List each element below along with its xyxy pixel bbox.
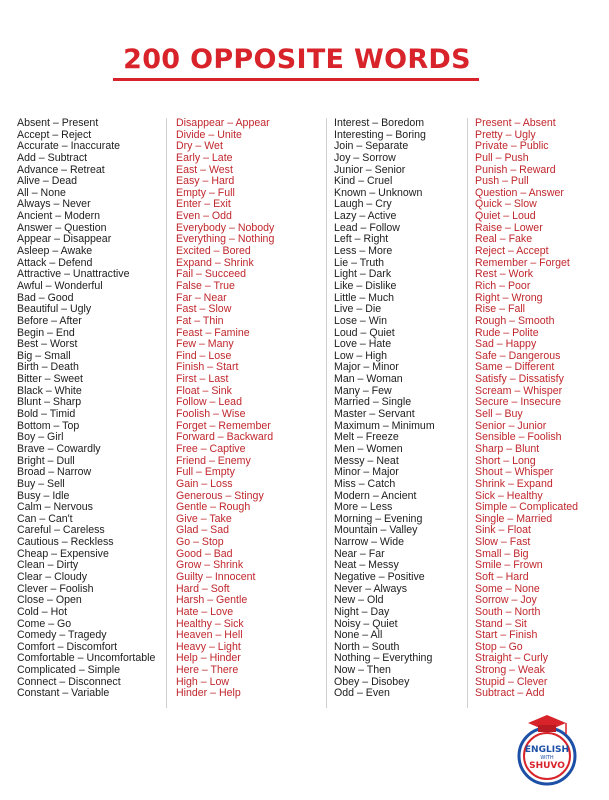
- word-pair: Melt – Freeze: [334, 431, 399, 444]
- word-pair: Feast – Famine: [176, 326, 250, 339]
- word-pair: Lead – Follow: [334, 221, 400, 234]
- word-pair: Advance – Retreat: [17, 163, 105, 176]
- word-pair: Rough – Smooth: [475, 314, 555, 327]
- word-pair: Little – Much: [334, 291, 395, 304]
- word-pair: Loud – Quiet: [334, 326, 395, 339]
- column-divider: [467, 118, 468, 708]
- word-pair: Close – Open: [17, 594, 82, 607]
- word-pair: Kind – Cruel: [334, 175, 393, 188]
- word-pair: Interest – Boredom: [334, 117, 425, 129]
- word-pair: Always – Never: [17, 198, 91, 211]
- word-pair: Full – Empty: [176, 466, 235, 479]
- word-pair: Fat – Thin: [176, 314, 224, 327]
- word-pair: Connect – Disconnect: [17, 675, 121, 688]
- word-pair: Some – None: [475, 582, 540, 595]
- word-pair: Quick – Slow: [475, 198, 537, 211]
- word-pair: Near – Far: [334, 547, 385, 560]
- word-pair: Obey – Disobey: [334, 675, 410, 688]
- word-pair: Easy – Hard: [176, 175, 235, 188]
- word-pair: Everything – Nothing: [176, 233, 275, 246]
- word-pair: Senior – Junior: [475, 419, 547, 432]
- word-pair: Accurate – Inaccurate: [17, 140, 121, 153]
- word-pair: Add – Subtract: [17, 151, 88, 164]
- word-pair: Satisfy – Dissatisfy: [475, 373, 564, 386]
- word-pair: Attractive – Unattractive: [17, 268, 130, 281]
- word-pair: Present – Absent: [475, 117, 556, 129]
- word-pair: Narrow – Wide: [334, 536, 405, 549]
- word-pair: Sell – Buy: [475, 408, 523, 421]
- word-pair: Cold – Hot: [17, 605, 68, 618]
- word-pair: Noisy – Quiet: [334, 617, 398, 630]
- word-pair: Night – Day: [334, 605, 390, 618]
- word-pair: South – North: [475, 605, 541, 618]
- word-pair: Sorrow – Joy: [475, 594, 537, 607]
- word-pair: More – Less: [334, 501, 393, 514]
- word-pair: All – None: [17, 186, 66, 199]
- word-pair: Comedy – Tragedy: [17, 629, 107, 642]
- word-pair: Miss – Catch: [334, 477, 396, 490]
- word-pair: Come – Go: [17, 617, 72, 630]
- word-pair: Busy – Idle: [17, 489, 70, 502]
- word-pair: Smile – Frown: [475, 559, 543, 572]
- word-pair: Many – Few: [334, 384, 392, 397]
- word-pair: Stand – Sit: [475, 617, 527, 630]
- word-pair: Careful – Careless: [17, 524, 105, 537]
- word-pair: Secure – Insecure: [475, 396, 561, 409]
- word-pair: Even – Odd: [176, 210, 232, 223]
- word-pair: Black – White: [17, 384, 82, 397]
- word-pair: Help – Hinder: [176, 652, 241, 665]
- word-pair: Punish – Reward: [475, 163, 556, 176]
- word-pair: Strong – Weak: [475, 664, 545, 677]
- word-pair: Single – Married: [475, 512, 553, 525]
- word-pair: Few – Many: [176, 338, 234, 351]
- word-pair: Hard – Soft: [176, 582, 230, 595]
- word-pair: Here – There: [176, 664, 239, 677]
- word-pair: Stop – Go: [475, 640, 523, 653]
- word-pair: Give – Take: [176, 512, 232, 525]
- word-pair: Guilty – Innocent: [176, 570, 256, 583]
- word-pair: Raise – Lower: [475, 221, 543, 234]
- word-pair: Glad – Sad: [176, 524, 230, 537]
- word-pair: Less – More: [334, 245, 393, 258]
- logo-line-1: ENGLISH: [524, 745, 570, 755]
- word-pair: Grow – Shrink: [176, 559, 244, 572]
- word-pair: Remember – Forget: [475, 256, 570, 269]
- word-pair: Rest – Work: [475, 268, 534, 281]
- word-pair: Absent – Present: [17, 117, 99, 129]
- word-pair: Bottom – Top: [17, 419, 80, 432]
- word-pair: Man – Woman: [334, 373, 403, 386]
- word-pair: Gain – Loss: [176, 477, 233, 490]
- word-pair: Sharp – Blunt: [475, 442, 540, 455]
- word-pair: Forget – Remember: [176, 419, 271, 432]
- word-pair: New – Old: [334, 594, 384, 607]
- word-pair: Private – Public: [475, 140, 549, 153]
- word-pair: Gentle – Rough: [176, 501, 251, 514]
- word-pair: Hate – Love: [176, 605, 234, 618]
- word-pair: Harsh – Gentle: [176, 594, 248, 607]
- word-pair: Rise – Fall: [475, 303, 526, 316]
- word-pair: Excited – Bored: [176, 245, 251, 258]
- word-pair: Push – Pull: [475, 175, 529, 188]
- word-pair: Master – Servant: [334, 408, 415, 421]
- word-pair: Modern – Ancient: [334, 489, 417, 502]
- word-pair: Far – Near: [176, 291, 227, 304]
- word-pair: Empty – Full: [176, 186, 235, 199]
- word-pair: Generous – Stingy: [176, 489, 264, 502]
- word-pair: Calm – Nervous: [17, 501, 93, 514]
- word-pair: Before – After: [17, 314, 82, 327]
- word-pair: Odd – Even: [334, 687, 390, 700]
- word-pair: Bitter – Sweet: [17, 373, 83, 386]
- word-pair: Healthy – Sick: [176, 617, 244, 630]
- word-pair: Same – Different: [475, 361, 555, 374]
- word-pair: Right – Wrong: [475, 291, 543, 304]
- word-pair: Light – Dark: [334, 268, 392, 281]
- word-pair: Clean – Dirty: [17, 559, 79, 572]
- word-pair: Lose – Win: [334, 314, 387, 327]
- word-pair: Maximum – Minimum: [334, 419, 435, 432]
- word-pair: Buy – Sell: [17, 477, 65, 490]
- word-pair: Slow – Fast: [475, 536, 531, 549]
- column-divider: [166, 118, 167, 708]
- word-pair: Safe – Dangerous: [475, 349, 561, 362]
- word-pair: Small – Big: [475, 547, 529, 560]
- word-pair: Reject – Accept: [475, 245, 549, 258]
- word-column-4: [475, 118, 578, 700]
- word-pair: Bold – Timid: [17, 408, 76, 421]
- word-pair: False – True: [176, 279, 235, 292]
- word-pair: Attack – Defend: [17, 256, 93, 269]
- word-pair: Now – Then: [334, 664, 391, 677]
- word-pair: Bright – Dull: [17, 454, 75, 467]
- word-pair: Complicated – Simple: [17, 664, 121, 677]
- word-pair: Sick – Healthy: [475, 489, 543, 502]
- word-pair: Dry – Wet: [176, 140, 223, 153]
- word-pair: Joy – Sorrow: [334, 151, 396, 164]
- word-pair: Major – Minor: [334, 361, 399, 374]
- word-pair: Sink – Float: [475, 524, 531, 537]
- word-pair: Stupid – Clever: [475, 675, 548, 688]
- word-pair: Question – Answer: [475, 186, 564, 199]
- word-pair: Foolish – Wise: [176, 408, 246, 421]
- word-pair: Quiet – Loud: [475, 210, 536, 223]
- word-pair: Nothing – Everything: [334, 652, 433, 665]
- word-pair: Best – Worst: [17, 338, 78, 351]
- word-pair: Fail – Succeed: [176, 268, 247, 281]
- word-pair: Men – Women: [334, 442, 403, 455]
- word-pair: Known – Unknown: [334, 186, 423, 199]
- word-pair: Junior – Senior: [334, 163, 406, 176]
- word-pair: Good – Bad: [176, 547, 233, 560]
- english-with-shuvo-logo: [516, 712, 578, 788]
- word-pair: Enter – Exit: [176, 198, 231, 211]
- word-pair: Pretty – Ugly: [475, 128, 536, 141]
- word-pair: Heavy – Light: [176, 640, 241, 653]
- word-pair: Clear – Cloudy: [17, 570, 88, 583]
- word-pair: Cautious – Reckless: [17, 536, 114, 549]
- page-title: 200 OPPOSITE WORDS: [123, 44, 471, 75]
- word-pair: Expand – Shrink: [176, 256, 254, 269]
- word-pair: Laugh – Cry: [334, 198, 392, 211]
- word-pair: Morning – Evening: [334, 512, 423, 525]
- word-pair: Shrink – Expand: [475, 477, 553, 490]
- word-pair: Begin – End: [17, 326, 75, 339]
- word-pair: Live – Die: [334, 303, 382, 316]
- word-pair: Low – High: [334, 349, 387, 362]
- word-column-2: [176, 118, 274, 700]
- word-pair: Birth – Death: [17, 361, 79, 374]
- word-pair: Float – Sink: [176, 384, 232, 397]
- word-pair: Scream – Whisper: [475, 384, 563, 397]
- word-pair: Neat – Messy: [334, 559, 399, 572]
- word-pair: Friend – Enemy: [176, 454, 251, 467]
- word-pair: Go – Stop: [176, 536, 224, 549]
- word-pair: North – South: [334, 640, 400, 653]
- word-pair: Answer – Question: [17, 221, 107, 234]
- word-pair: Sad – Happy: [475, 338, 537, 351]
- word-pair: Early – Late: [176, 151, 233, 164]
- word-pair: Soft – Hard: [475, 570, 529, 583]
- word-pair: High – Low: [176, 675, 229, 688]
- word-pair: Join – Separate: [334, 140, 409, 153]
- word-pair: Pull – Push: [475, 151, 529, 164]
- word-pair: Find – Lose: [176, 349, 232, 362]
- word-column-3: [334, 118, 435, 700]
- word-pair: Messy – Neat: [334, 454, 399, 467]
- word-pair: Boy – Girl: [17, 431, 64, 444]
- word-pair: Ancient – Modern: [17, 210, 101, 223]
- word-pair: Alive – Dead: [17, 175, 78, 188]
- word-pair: Sensible – Foolish: [475, 431, 562, 444]
- word-pair: Mountain – Valley: [334, 524, 418, 537]
- word-pair: Follow – Lead: [176, 396, 242, 409]
- word-pair: Asleep – Awake: [17, 245, 93, 258]
- word-pair: Divide – Unite: [176, 128, 242, 141]
- word-pair: Finish – Start: [176, 361, 239, 374]
- word-pair: Rude – Polite: [475, 326, 539, 339]
- word-pair: Minor – Major: [334, 466, 399, 479]
- word-pair: Lazy – Active: [334, 210, 397, 223]
- word-pair: Appear – Disappear: [17, 233, 112, 246]
- word-pair: Awful – Wonderful: [17, 279, 103, 292]
- word-pair: Negative – Positive: [334, 570, 425, 583]
- word-pair: Bad – Good: [17, 291, 74, 304]
- word-pair: Never – Always: [334, 582, 408, 595]
- word-pair: Love – Hate: [334, 338, 392, 351]
- column-divider: [326, 118, 327, 708]
- word-pair: Cheap – Expensive: [17, 547, 109, 560]
- word-pair: Everybody – Nobody: [176, 221, 275, 234]
- logo-line-2: WITH: [540, 755, 554, 761]
- word-column-1: [17, 118, 155, 700]
- word-pair: Broad – Narrow: [17, 466, 92, 479]
- word-pair: None – All: [334, 629, 383, 642]
- title-underline: [113, 78, 479, 81]
- word-pair: Rich – Poor: [475, 279, 531, 292]
- word-pair: Simple – Complicated: [475, 501, 579, 514]
- word-pair: Left – Right: [334, 233, 389, 246]
- word-pair: Beautiful – Ugly: [17, 303, 92, 316]
- word-pair: Free – Captive: [176, 442, 246, 455]
- word-pair: Forward – Backward: [176, 431, 274, 444]
- word-pair: Constant – Variable: [17, 687, 110, 700]
- word-pair: Clever – Foolish: [17, 582, 94, 595]
- word-pair: Fast – Slow: [176, 303, 232, 316]
- word-pair: Lie – Truth: [334, 256, 385, 269]
- word-pair: Accept – Reject: [17, 128, 92, 141]
- word-pair: Can – Can't: [17, 512, 73, 525]
- word-pair: Comfortable – Uncomfortable: [17, 652, 156, 665]
- word-pair: Married – Single: [334, 396, 412, 409]
- word-pair: Comfort – Discomfort: [17, 640, 118, 653]
- word-pair: Real – Fake: [475, 233, 533, 246]
- logo-line-3: SHUVO: [529, 761, 565, 771]
- word-pair: Hinder – Help: [176, 687, 241, 700]
- word-pair: Start – Finish: [475, 629, 538, 642]
- word-pair: Disappear – Appear: [176, 117, 270, 129]
- word-pair: Subtract – Add: [475, 687, 545, 700]
- word-pair: Shout – Whisper: [475, 466, 554, 479]
- word-pair: Heaven – Hell: [176, 629, 243, 642]
- word-pair: Like – Dislike: [334, 279, 397, 292]
- word-pair: Short – Long: [475, 454, 536, 467]
- word-pair: Blunt – Sharp: [17, 396, 82, 409]
- word-pair: Interesting – Boring: [334, 128, 426, 141]
- word-pair: First – Last: [176, 373, 229, 386]
- word-pair: Straight – Curly: [475, 652, 549, 665]
- word-pair: East – West: [176, 163, 233, 176]
- word-pair: Brave – Cowardly: [17, 442, 101, 455]
- word-pair: Big – Small: [17, 349, 71, 362]
